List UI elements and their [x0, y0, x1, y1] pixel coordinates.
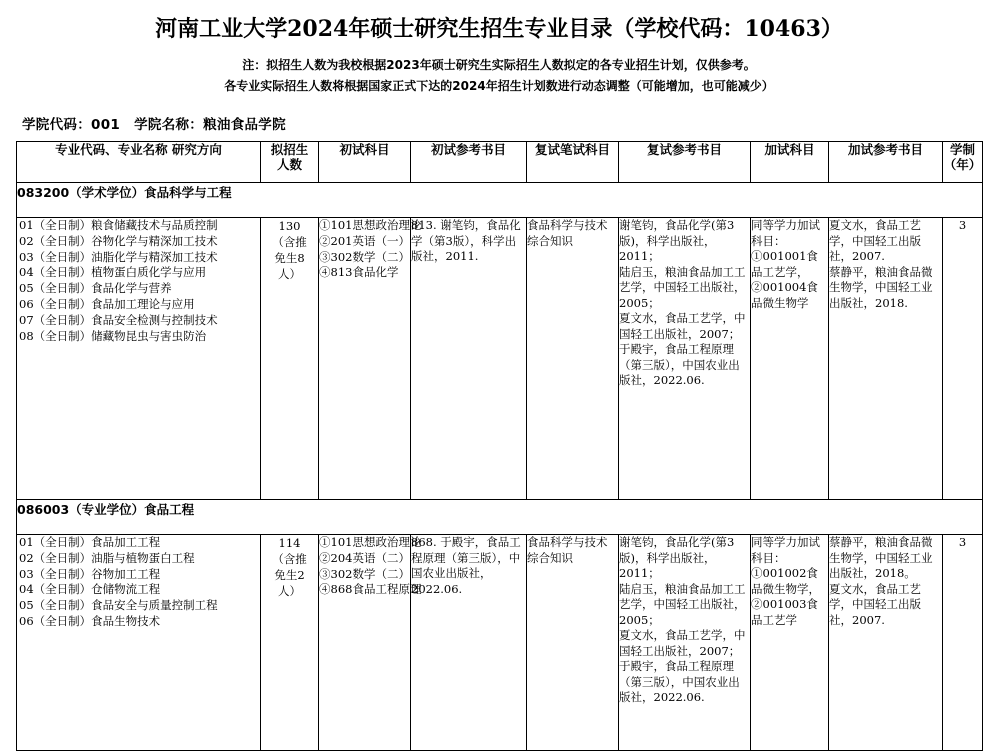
list-item: 夏文水，食品工艺学，中国轻工出版社，2007； [619, 311, 746, 341]
cell-retest-books [619, 535, 751, 751]
cell-retest-books [619, 218, 751, 500]
list-item: ②201英语（一） [319, 233, 410, 248]
list-item: 谢笔钧，食品化学(第3版)，科学出版社，2011； [619, 218, 735, 263]
college-code-label: 学院代码： [22, 117, 91, 133]
page-title: 河南工业大学2024年硕士研究生招生专业目录（学校代码：10463） [155, 16, 843, 42]
additional-subject-text: 同等学力加试科目：①001001食品工艺学，②001004食品微生物学 [751, 218, 820, 310]
cell-retest-subject [527, 535, 619, 751]
list-item: 02（全日制）油脂与植物蛋白工程 [19, 550, 195, 565]
list-item: ①101思想政治理论 [319, 218, 422, 232]
column-header-enroll [261, 142, 319, 183]
table-body [17, 183, 983, 751]
cell-years: 3 [943, 218, 983, 500]
note-line-1: 注：拟招生人数为我校根据2023年硕士研究生实际招生人数拟定的各专业招生计划，仅供参考。 [242, 58, 756, 72]
enrollment-line: 114 [278, 536, 301, 550]
cell-additional-subject [751, 535, 829, 751]
cell-exam-books [411, 218, 527, 500]
column-header-enroll-line1: 拟招生 [270, 142, 309, 157]
college-name-label: 学院名称： [134, 117, 204, 133]
list-item: 05（全日制）食品化学与营养 [19, 281, 172, 296]
column-header-enroll-line2: 人数 [276, 157, 302, 172]
list-item: 于殿宇，食品工程原理（第三版），中国农业出版社，2022.06. [619, 659, 740, 704]
additional-subject-text: 同等学力加试科目：①001002食品微生物学，②001003食品工艺学 [751, 535, 820, 627]
list-item: 01（全日制）食品加工工程 [19, 535, 161, 549]
note-line-2: 各专业实际招生人数将根据国家正式下达的2024年招生计划数进行动态调整（可能增加，也可能减少） [224, 79, 774, 93]
list-item: 蔡静平，粮油食品微生物学，中国轻工业出版社，2018. [829, 264, 933, 310]
column-header-years [943, 142, 983, 183]
list-item: ④868食品工程原理 [319, 582, 422, 597]
list-item: ③302数学（二） [319, 249, 410, 264]
cell-exam-books [411, 535, 527, 751]
college-name-value: 粮油食品学院 [203, 117, 286, 133]
enrollment-line: 免生2 [274, 568, 305, 582]
enrollment-line: （含推 [272, 235, 307, 249]
list-item: 02（全日制）谷物化学与精深加工技术 [19, 233, 218, 248]
column-header-retest-books: 复试参考书目 [619, 142, 751, 183]
list-item: 04（全日制）植物蛋白质化学与应用 [19, 265, 207, 280]
enrollment-line: 人） [278, 267, 301, 281]
retest-subject-text: 食品科学与技术综合知识 [527, 535, 608, 565]
list-item: 03（全日制）谷物加工工程 [19, 566, 161, 581]
column-header-years-line2: （年） [943, 157, 982, 172]
list-item: 蔡静平，粮油食品微生物学，中国轻工业出版社，2018。 [829, 535, 933, 580]
section-title: 086003（专业学位）食品工程 [17, 500, 983, 535]
enrollment-line: 免生8 [274, 251, 305, 265]
college-info [22, 113, 998, 133]
cell-additional-books [829, 535, 943, 751]
column-header-additional-subject: 加试科目 [751, 142, 829, 183]
list-item: 陆启玉，粮油食品加工工艺学，中国轻工出版社，2005； [619, 581, 746, 627]
column-header-major: 专业代码、专业名称 研究方向 [17, 142, 261, 183]
enrollment-line: （含推 [272, 552, 307, 566]
section-title: 083200（学术学位）食品科学与工程 [17, 183, 983, 218]
table-header-row [17, 142, 983, 183]
list-item: 夏文水，食品工艺学，中国轻工出版社，2007； [619, 628, 746, 658]
section-header-row [17, 500, 983, 535]
cell-additional-books [829, 218, 943, 500]
enrollment-block [261, 535, 318, 599]
column-header-years-line1: 学制 [949, 142, 975, 157]
list-item: 于殿宇，食品工程原理（第三版），中国农业出版社，2022.06. [619, 342, 740, 387]
additional-book-list [829, 218, 942, 311]
list-item: 陆启玉，粮油食品加工工艺学，中国轻工出版社，2005； [619, 264, 746, 310]
table-row [17, 535, 983, 751]
list-item: 07（全日制）食品安全检测与控制技术 [19, 312, 218, 327]
college-code-value: 001 [91, 117, 121, 133]
notes-block [0, 55, 998, 97]
exam-subject-list [319, 218, 422, 281]
column-header-additional-books: 加试参考书目 [829, 142, 943, 183]
column-header-retest-subject: 复试笔试科目 [527, 142, 619, 183]
column-header-exam-subjects: 初试科目 [319, 142, 411, 183]
table-row [17, 218, 983, 500]
list-item: 06（全日制）食品生物技术 [19, 613, 161, 628]
list-item: ②204英语（二） [319, 550, 410, 565]
enrollment-block [261, 218, 318, 282]
list-item: 夏文水，食品工艺学，中国轻工出版社，2007. [829, 581, 921, 627]
exam-subject-list [319, 535, 422, 598]
enrollment-line: 130 [278, 219, 301, 233]
list-item: ④813食品化学 [319, 265, 399, 280]
cell-directions [17, 218, 261, 500]
cell-enrollment-count [261, 535, 319, 751]
list-item: 夏文水，食品工艺学，中国轻工出版社，2007. [829, 218, 921, 263]
list-item: 03（全日制）油脂化学与精深加工技术 [19, 249, 218, 264]
document-page [0, 14, 998, 734]
additional-book-list [829, 535, 942, 628]
list-item: 04（全日制）仓储物流工程 [19, 582, 161, 597]
list-item: 01（全日制）粮食储藏技术与品质控制 [19, 218, 218, 232]
list-item: 05（全日制）食品安全与质量控制工程 [19, 598, 218, 613]
list-item: 谢笔钧，食品化学(第3版)，科学出版社，2011； [619, 535, 735, 580]
exam-books-text: 868. 于殿宇，食品工程原理（第三版），中国农业出版社，2022.06. [411, 535, 521, 596]
retest-book-list [619, 218, 750, 389]
list-item: ①101思想政治理论 [319, 535, 422, 549]
list-item: 08（全日制）储藏物昆虫与害虫防治 [19, 328, 207, 343]
cell-exam-subjects [319, 535, 422, 751]
enrollment-line: 人） [278, 584, 301, 598]
list-item: ③302数学（二） [319, 566, 410, 581]
cell-years: 3 [943, 535, 983, 751]
admissions-catalog-table [16, 141, 983, 751]
cell-enrollment-count [261, 218, 319, 500]
column-header-exam-books: 初试参考书目 [411, 142, 527, 183]
cell-retest-subject [527, 218, 619, 500]
list-item: 06（全日制）食品加工理论与应用 [19, 296, 195, 311]
cell-exam-subjects [319, 218, 422, 500]
retest-book-list [619, 535, 750, 706]
cell-additional-subject [751, 218, 829, 500]
cell-directions [17, 535, 261, 751]
direction-list [19, 535, 260, 630]
exam-books-text: 813. 谢笔钧，食品化学（第3版），科学出版社，2011. [411, 218, 521, 263]
section-header-row [17, 183, 983, 218]
retest-subject-text: 食品科学与技术综合知识 [527, 218, 608, 248]
direction-list [19, 218, 260, 344]
